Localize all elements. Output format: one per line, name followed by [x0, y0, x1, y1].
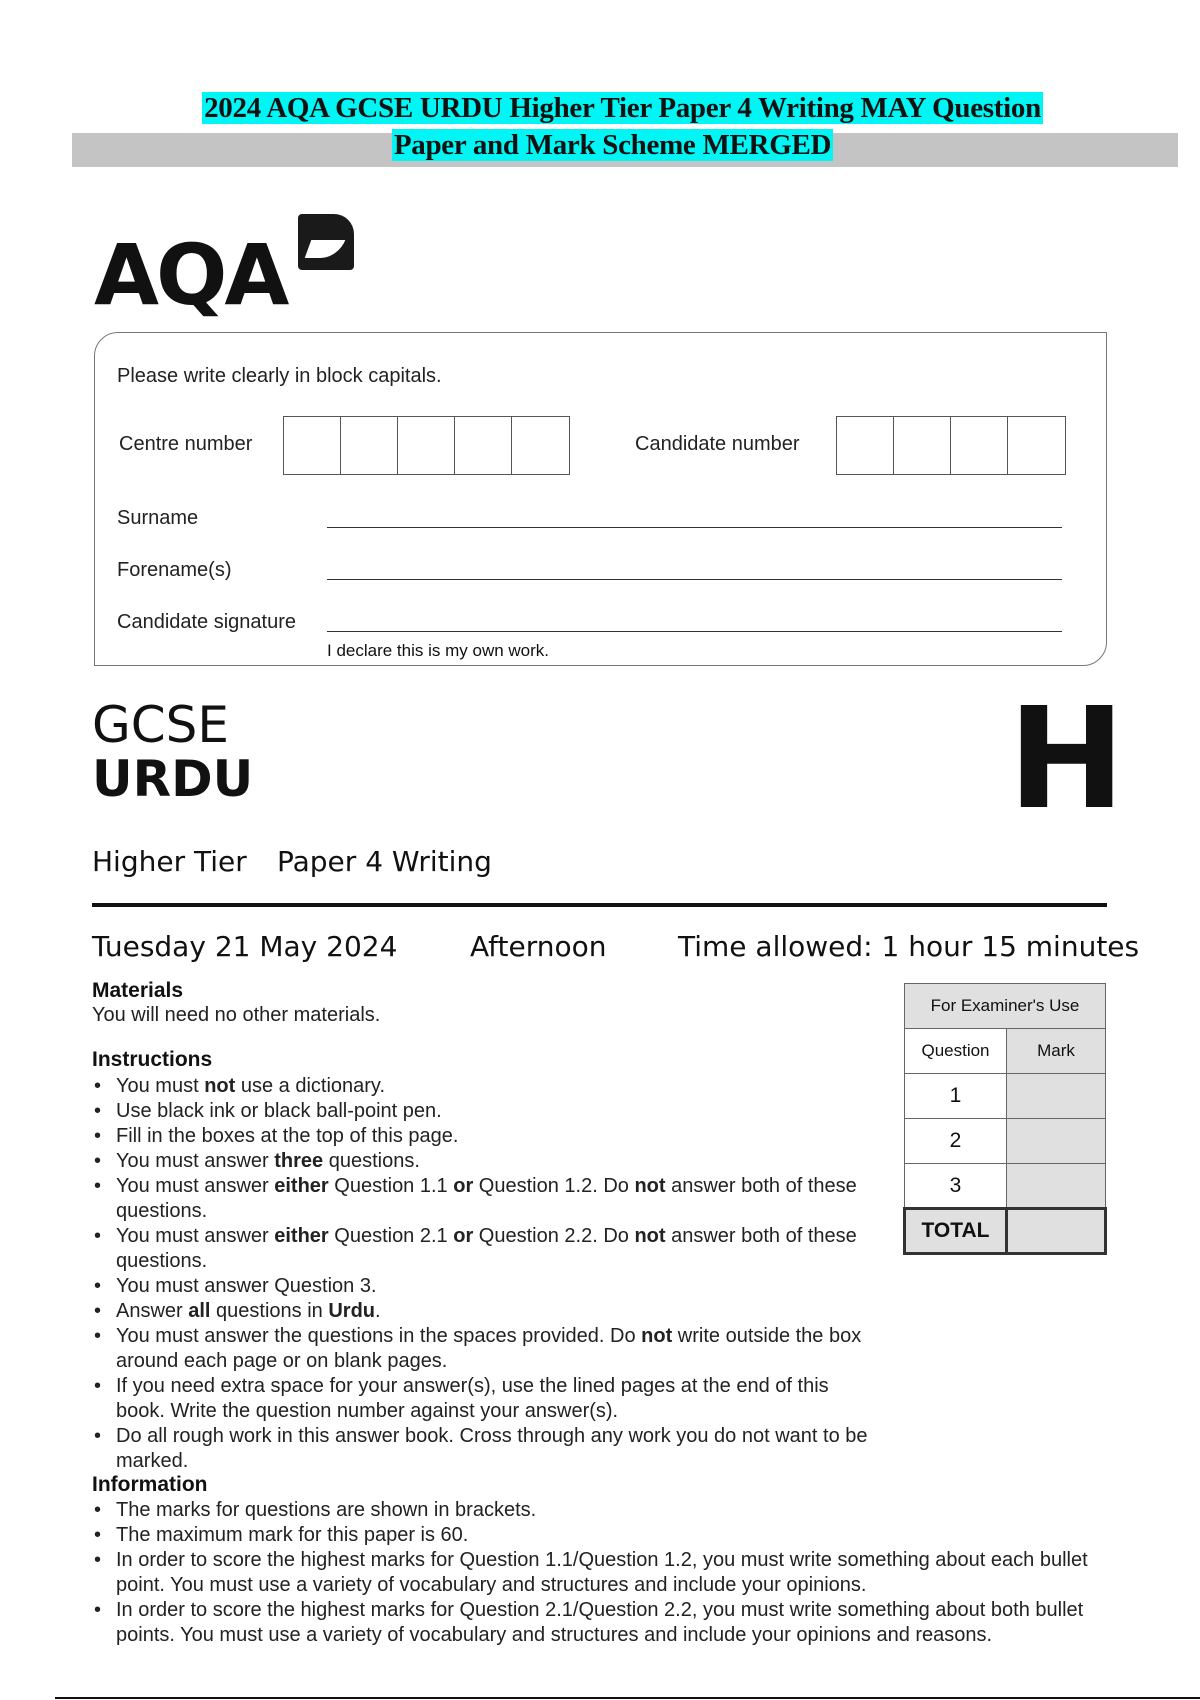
list-item [92, 1299, 882, 1324]
list-item [92, 1274, 882, 1299]
item-text: You must [116, 1075, 205, 1097]
item-text: write outside the box around each page or on blank pages. [116, 1325, 862, 1372]
leaf-icon [298, 214, 354, 270]
time-allowed: Time allowed: 1 hour 15 minutes [678, 930, 1140, 963]
item-text: Question 1.2. Do [473, 1175, 635, 1197]
list-item [92, 1124, 882, 1149]
mark-cell [1007, 1119, 1106, 1164]
mark-col-header: Mark [1007, 1029, 1106, 1074]
list-item [92, 1324, 882, 1374]
candidate-details-box [94, 332, 1107, 666]
document-title-line1 [0, 92, 1200, 125]
materials-text: You will need no other materials. [92, 1004, 381, 1026]
item-text: answer both of these questions. [116, 1225, 857, 1272]
list-item [92, 1374, 882, 1424]
list-item [92, 1174, 882, 1224]
subject-name: URDU [92, 750, 254, 808]
item-text: You must answer Question 3. [116, 1275, 377, 1297]
item-text: Question 2.1 [328, 1225, 454, 1247]
information-list [92, 1498, 1092, 1648]
item-text: Question 2.2. Do [473, 1225, 635, 1247]
emphasis-text: three [274, 1150, 324, 1172]
item-text: use a dictionary. [235, 1075, 386, 1097]
item-text: The maximum mark for this paper is 60. [116, 1524, 469, 1546]
tier-label: Higher Tier [92, 845, 247, 878]
item-text: You must answer the questions in the spaces provided. Do [116, 1325, 642, 1347]
item-text: answer both of these questions. [116, 1175, 857, 1222]
emphasis-text: not [634, 1225, 666, 1247]
mark-cell [1007, 1164, 1106, 1209]
candidate-number-label: Candidate number [635, 433, 800, 455]
declaration-text: I declare this is my own work. [327, 641, 550, 660]
question-number: 1 [905, 1074, 1007, 1119]
list-item [92, 1598, 1092, 1648]
divider [92, 903, 1107, 907]
forename-field[interactable] [327, 579, 1062, 580]
mark-cell [1007, 1074, 1106, 1119]
information-heading: Information [92, 1473, 208, 1496]
list-item [92, 1523, 1092, 1548]
signature-label: Candidate signature [117, 611, 297, 633]
list-item [92, 1548, 1092, 1598]
emphasis-text: or [453, 1225, 474, 1247]
item-text: In order to score the highest marks for Question 1.1/Question 1.2, you must write something about each bullet point. You must use a variety of vocabulary and structures and include your opinions. [116, 1549, 1088, 1596]
item-text: . [375, 1300, 381, 1322]
total-mark-cell [1007, 1209, 1106, 1254]
item-text: In order to score the highest marks for Question 2.1/Question 2.2, you must write something about both bullet points. You must use a variety of vocabulary and structures and include your opinions and reasons. [116, 1599, 1084, 1646]
total-label: TOTAL [905, 1209, 1007, 1254]
emphasis-text: not [204, 1075, 236, 1097]
list-item [92, 1498, 1092, 1523]
emphasis-text: either [274, 1175, 329, 1197]
emphasis-text: not [634, 1175, 666, 1197]
question-number: 2 [905, 1119, 1007, 1164]
question-number: 3 [905, 1164, 1007, 1209]
document-title-line2 [0, 129, 1200, 162]
list-item [92, 1099, 882, 1124]
emphasis-text: or [453, 1175, 474, 1197]
surname-label: Surname [117, 507, 199, 529]
exam-date: Tuesday 21 May 2024 [92, 930, 398, 963]
aqa-logo [94, 210, 364, 324]
item-text: Answer [116, 1300, 189, 1322]
list-item [92, 1224, 882, 1274]
centre-number-label: Centre number [119, 433, 253, 455]
signature-field[interactable] [327, 631, 1062, 632]
item-text: Fill in the boxes at the top of this page. [116, 1125, 459, 1147]
logo-text: AQA [94, 226, 287, 324]
title-text: Paper and Mark Scheme MERGED [393, 129, 832, 161]
qualification-level: GCSE [92, 696, 229, 754]
item-text: If you need extra space for your answer(s), use the lined pages at the end of this book. Write the question number against your answer(s). [116, 1375, 829, 1422]
materials-heading: Materials [92, 979, 184, 1002]
paper-label: Paper 4 Writing [277, 845, 492, 878]
item-text: Question 1.1 [328, 1175, 454, 1197]
tier-letter: H [1008, 678, 1126, 841]
instructions-heading: Instructions [92, 1048, 213, 1071]
surname-field[interactable] [327, 527, 1062, 528]
item-text: Use black ink or black ball-point pen. [116, 1100, 442, 1122]
emphasis-text: not [641, 1325, 673, 1347]
examiner-heading: For Examiner's Use [905, 984, 1106, 1029]
item-text: questions. [323, 1150, 420, 1172]
form-prompt: Please write clearly in block capitals. [117, 365, 442, 387]
examiner-use-table [903, 983, 1107, 1255]
instructions-list [92, 1074, 882, 1474]
emphasis-text: all [188, 1300, 211, 1322]
item-text: The marks for questions are shown in brackets. [116, 1499, 537, 1521]
item-text: You must answer [116, 1175, 275, 1197]
candidate-number-field[interactable] [836, 416, 1066, 475]
list-item [92, 1149, 882, 1174]
emphasis-text: either [274, 1225, 329, 1247]
title-text: 2024 AQA GCSE URDU Higher Tier Paper 4 Writing MAY Question [204, 92, 1041, 124]
exam-session: Afternoon [470, 930, 607, 963]
list-item [92, 1074, 882, 1099]
forename-label: Forename(s) [117, 559, 232, 581]
item-text: questions in [210, 1300, 329, 1322]
page-bottom-rule [55, 1697, 1200, 1699]
item-text: You must answer [116, 1150, 275, 1172]
question-col-header: Question [905, 1029, 1007, 1074]
item-text: You must answer [116, 1225, 275, 1247]
list-item [92, 1424, 882, 1474]
item-text: Do all rough work in this answer book. Cross through any work you do not want to be marked. [116, 1425, 868, 1472]
emphasis-text: Urdu [328, 1300, 376, 1322]
centre-number-field[interactable] [283, 416, 570, 475]
